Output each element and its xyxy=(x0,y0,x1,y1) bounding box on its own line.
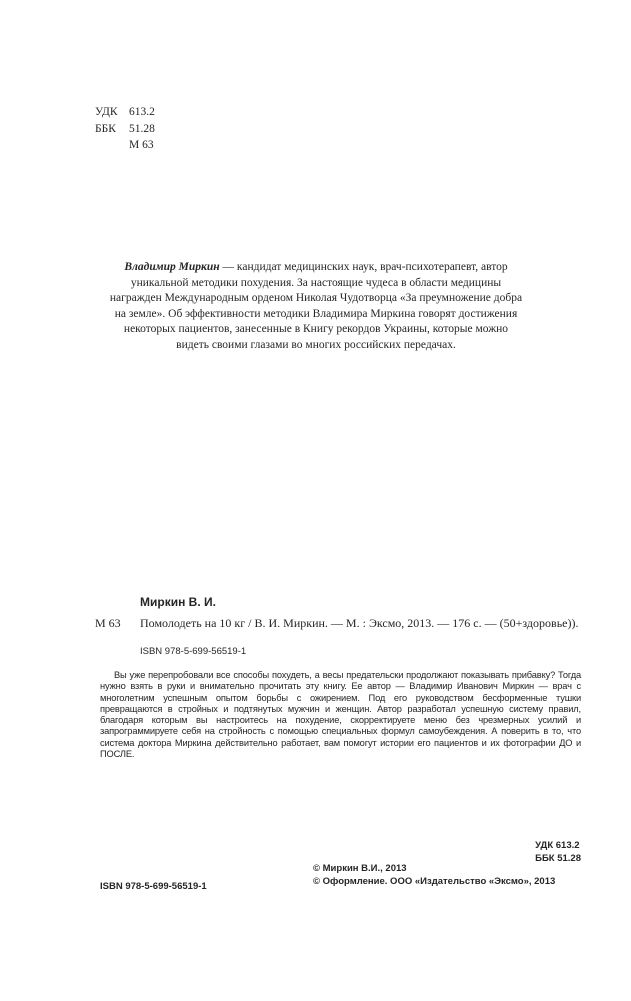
bio-text: — кандидат медицинских наук, врач-психотерапевт, автор уникальной методики похудения. За настоящие чудеса в области медицины награжден Международным орденом Николая Чудотворца «За преумножение добра на земле». Об эффективности методики Владимира Миркина говорят достижения некоторых пациентов, занесенные в Книгу рекордов Украины, которые можно видеть своими глазами во многих российских передачах. xyxy=(109,261,523,351)
author-mark-top: М 63 xyxy=(129,139,154,151)
udk-line xyxy=(95,104,155,121)
card-isbn: ISBN 978-5-699-56519-1 xyxy=(140,646,247,657)
copyright-design: © Оформление. ООО «Издательство «Эксмо», 2013 xyxy=(313,875,556,887)
classification-codes-top xyxy=(95,104,155,154)
annotation-paragraph: Вы уже перепробовали все способы похудеть, а весы предательски продолжают показывать прибавку? Тогда нужно взять в руки и внимательно прочитать эту книгу. Ее автор — Владимир Иванович Миркин — врач с многолетним успешным опытом борьбы с ожирением. Под его руководством бесформенные тушки превращаются в стройных и подтянутых мужчин и женщин. Автор разработал успешную систему правил, благодаря которым вы настроитесь на похудение, скорректируете меню без чрезмерных усилий и запрограммируете себя на стройность с помощью специальных формул самоубеждения. А поверить в то, что система доктора Миркина действительно работает, вам помогут истории его пациентов и их фотографии ДО и ПОСЛЕ. xyxy=(100,670,581,760)
classification-codes-bottom xyxy=(535,840,581,865)
udk-value: 613.2 xyxy=(129,106,155,118)
card-title-line: Помолодеть на 10 кг / В. И. Миркин. — М. : Эксмо, 2013. — 176 с. — (50+здоровье)). xyxy=(140,616,579,630)
bbk-bottom: ББК 51.28 xyxy=(535,852,581,864)
bbk-line xyxy=(95,121,155,138)
udk-bottom: УДК 613.2 xyxy=(535,840,580,851)
isbn-bottom: ISBN 978-5-699-56519-1 xyxy=(100,881,207,892)
bbk-value: 51.28 xyxy=(129,122,155,135)
author-bio xyxy=(108,260,524,354)
card-author-heading: Миркин В. И. xyxy=(140,595,216,609)
bbk-label: ББК xyxy=(95,122,116,135)
copyright-author: © Миркин В.И., 2013 xyxy=(313,863,407,874)
copyright-block xyxy=(313,863,555,889)
card-author-mark: М 63 xyxy=(95,616,121,630)
bio-author-name: Владимир Миркин xyxy=(124,261,220,273)
udk-label: УДК xyxy=(95,106,118,118)
